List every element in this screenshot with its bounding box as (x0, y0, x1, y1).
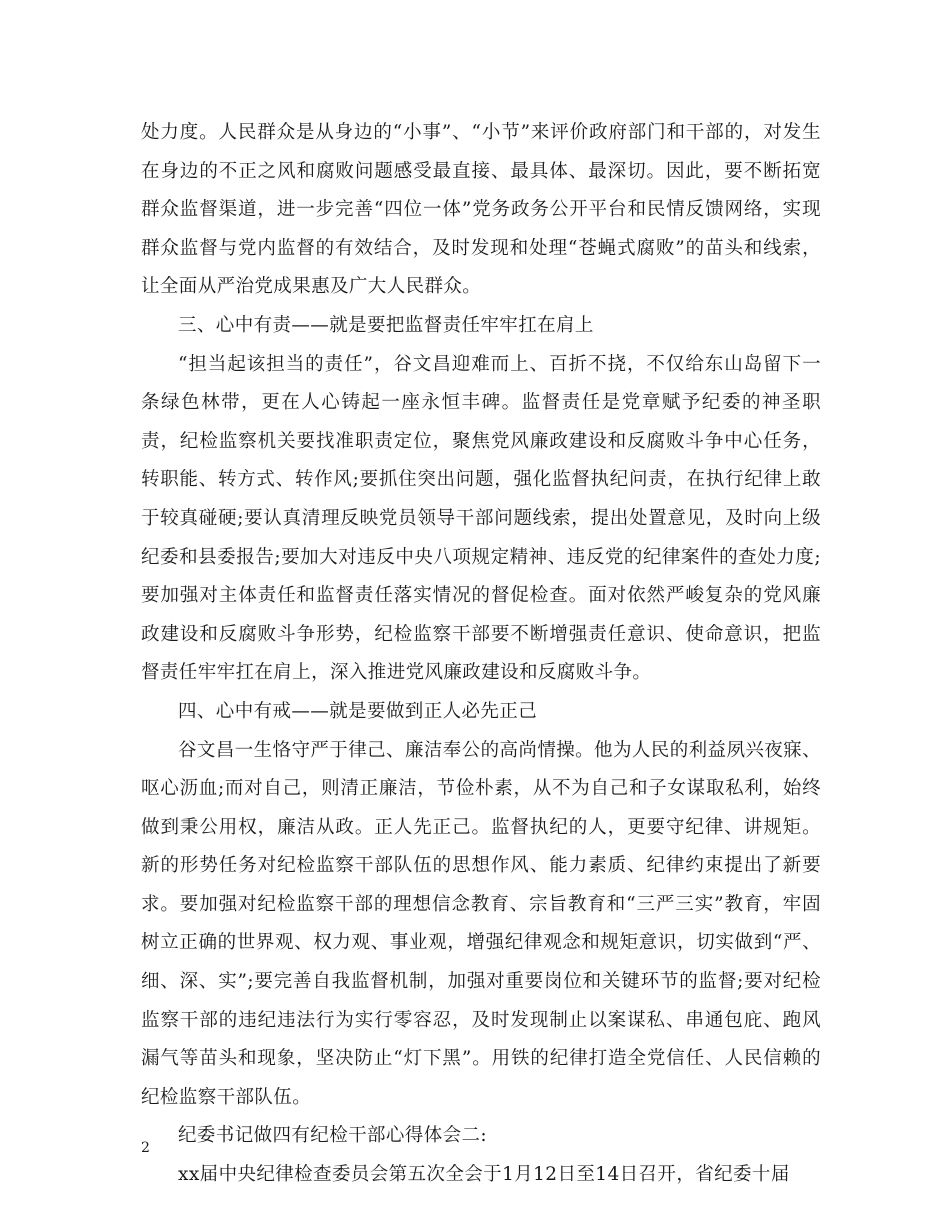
paragraph-discipline: 谷文昌一生恪守严于律己、廉洁奉公的高尚情操。他为人民的利益夙兴夜寐、呕心沥血;而对自己，则清正廉洁，节俭朴素，从不为自己和子女谋取私利，始终做到秉公用权，廉洁从政。正人先正己。监督执纪的人，更要守纪律、讲规矩。新的形势任务对纪检监察干部队伍的思想作风、能力素质、纪律约束提出了新要求。要加强对纪检监察干部的理想信念教育、宗旨教育和“三严三实”教育，牢固树立正确的世界观、权力观、事业观，增强纪律观念和规矩意识，切实做到“严、细、深、实”;要完善自我监督机制，加强对重要岗位和关键环节的监督;要对纪检监察干部的违纪违法行为实行零容忍，及时发现制止以案谋私、串通包庇、跑风漏气等苗头和现象，坚决防止“灯下黑”。用铁的纪律打造全党信任、人民信赖的纪检监察干部队伍。 (141, 739, 821, 1108)
paragraph-responsibility: “担当起该担当的责任”，谷文昌迎难而上、百折不挠，不仅给东山岛留下一条绿色林带，更在人心铸起一座永恒丰碑。监督责任是党章赋予纪委的神圣职责，纪检监察机关要找准职责定位，聚焦党风廉政建设和反腐败斗争中心任务，转职能、转方式、转作风;要抓住突出问题，强化监督执纪问责，在执行纪律上敢于较真碰硬;要认真清理反映党员领导干部问题线索，提出处置意见，及时向上级纪委和县委报告;要加大对违反中央八项规定精神、违反党的纪律案件的查处力度;要加强对主体责任和监督责任落实情况的督促检查。面对依然严峻复杂的党风廉政建设和反腐败斗争形势，纪检监察干部要不断增强责任意识、使命意识，把监督责任牢牢扛在肩上，深入推进党风廉政建设和反腐败斗争。 (141, 353, 821, 684)
heading-experience-two: 纪委书记做四有纪检干部心得体会二: (178, 1125, 488, 1147)
heading-section-three-responsibility: 三、心中有责——就是要把监督责任牢牢扛在肩上 (178, 314, 594, 336)
paragraph-plenary-session: xx届中央纪律检查委员会第五次全会于1月12日至14日召开，省纪委十届 (178, 1164, 790, 1186)
paragraph-supervision-intensity: 处力度。人民群众是从身边的“小事”、“小节”来评价政府部门和干部的，对发生在身边的不正之风和腐败问题感受最直接、最具体、最深切。因此，要不断拓宽群众监督渠道，进一步完善“四位一体”党务政务公开平台和民情反馈网络，实现群众监督与党内监督的有效结合，及时发现和处理“苍蝇式腐败”的苗头和线索，让全面从严治党成果惠及广大人民群众。 (141, 122, 821, 298)
document-body (141, 114, 821, 1195)
heading-section-four-discipline: 四、心中有戒——就是要做到正人必先正己 (178, 700, 538, 722)
page-number: 2 (141, 1140, 150, 1156)
